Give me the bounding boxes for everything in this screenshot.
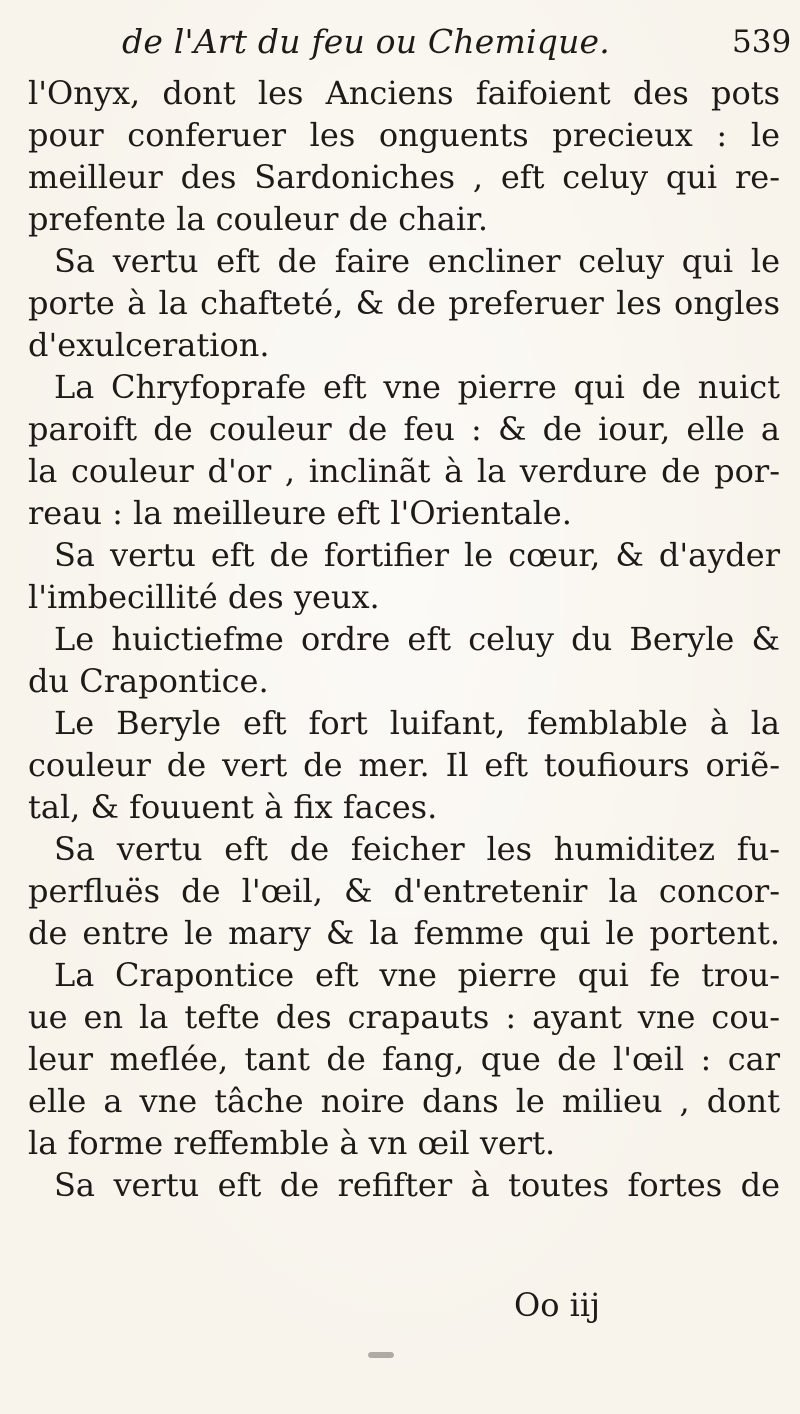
text-line: ue en la tefte des crapauts : ayant vne cou- <box>28 998 780 1036</box>
text-line: du Crapontice. <box>28 662 269 700</box>
text-line: l'imbecillité des yeux. <box>28 578 380 616</box>
text-line: Sa vertu eft de refifter à toutes fortes de <box>54 1166 780 1204</box>
text-line: perfluës de l'œil, & d'entretenir la concor- <box>28 872 780 910</box>
text-line: porte à la chafteté, & de preferuer les ongles <box>28 284 780 322</box>
page-number: 539 <box>732 24 792 60</box>
text-line: La Crapontice eft vne pierre qui fe trou- <box>54 956 780 994</box>
text-line: couleur de vert de mer. Il eft toufiours oriẽ- <box>28 746 780 784</box>
text-line: reau : la meilleure eft l'Orientale. <box>28 494 572 532</box>
text-line: d'exulceration. <box>28 326 270 364</box>
text-line: La Chryfoprafe eft vne pierre qui de nuict <box>54 368 780 406</box>
signature-mark: Oo iij <box>514 1286 601 1324</box>
text-line: Le Beryle eft fort luifant, femblable à la <box>54 704 780 742</box>
text-line: Sa vertu eft de feicher les humiditez fu- <box>54 830 780 868</box>
text-line: meilleur des Sardoniches , eft celuy qui re- <box>28 158 780 196</box>
text-line: la couleur d'or , inclinãt à la verdure de por- <box>28 452 780 490</box>
text-line: Sa vertu eft de fortifier le cœur, & d'ayder <box>54 536 780 574</box>
text-line: tal, & fouuent à fix faces. <box>28 788 438 826</box>
text-line: la forme reffemble à vn œil vert. <box>28 1124 556 1162</box>
text-line: de entre le mary & la femme qui le portent. <box>28 914 780 952</box>
text-line: elle a vne tâche noire dans le milieu , dont <box>28 1082 780 1120</box>
ink-spot <box>368 1352 394 1358</box>
text-line: leur meflée, tant de fang, que de l'œil : car <box>28 1040 780 1078</box>
page-header <box>0 22 800 66</box>
text-line: Sa vertu eft de faire encliner celuy qui le <box>54 242 780 280</box>
text-line: l'Onyx, dont les Anciens faifoient des pots <box>28 74 780 112</box>
body-text <box>28 72 780 1206</box>
text-line: prefente la couleur de chair. <box>28 200 488 238</box>
running-title: de l'Art du feu ou Chemique. <box>122 22 610 61</box>
text-line: pour conferuer les onguents precieux : le <box>28 116 780 154</box>
text-line: paroift de couleur de feu : & de iour, elle a <box>28 410 780 448</box>
text-line: Le huictiefme ordre eft celuy du Beryle & <box>54 620 780 658</box>
